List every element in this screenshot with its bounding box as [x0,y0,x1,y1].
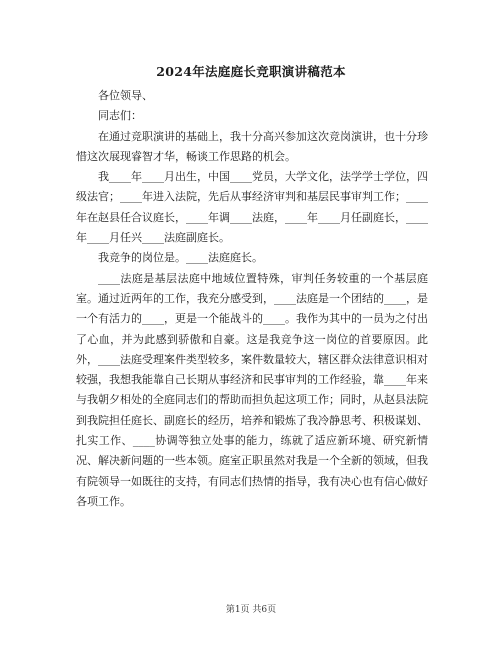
document-title: 2024年法庭庭长竞职演讲稿范本 [156,64,346,79]
page-number-footer: 第1页 共6页 [225,605,277,615]
paragraph-position: 我竞争的岗位是。____法庭庭长。 [98,251,263,265]
paragraph-background: 我____年____月出生，中国____党员，大学文化，法学学士学位，四级法官；____年进入法院，先后从事经济审判和基层民事审判工作；____年在赵县任合议庭长，____年调____法庭，____年____月任副庭长，____年____月任兴____法庭副庭长。 [76,170,428,245]
salutation-comrades: 同志们： [98,109,142,123]
paragraph-opening: 在通过竞职演讲的基础上，我十分高兴参加这次竞岗演讲，也十分珍惜这次展现睿智才华，畅谈工作思路的机会。 [76,129,428,163]
paragraph-reasons: ____法庭是基层法庭中地域位置特殊，审判任务较重的一个基层庭室。通过近两年的工作，我充分感受到，____法庭是一个团结的____，是一个有活力的____，更是一个能战斗的____。我作为其中的一员为之付出了心血，并为此感到骄傲和自豪。这是我竞争这一岗位的首要原因。此外，____法庭受理案件类型较多，案件数量较大，辖区群众法律意识相对较强，我想我能靠自己长期从事经济和民事审判的工作经验，靠____年来与我朝夕相处的全庭同志们的帮助而担负起这项工作；同时，从赵县法院到我院担任庭长、副庭长的经历，培养和锻炼了我冷静思考、积极谋划、扎实工作、____协调等独立处事的能力，练就了适应新环境、研究新情况、解决新问题的一些本领。庭室正职虽然对我是一个全新的领域，但我有院领导一如既往的支持，有同志们热情的指导，我有决心也有信心做好各项工作。 [76,271,428,508]
document-body [76,86,428,512]
salutation-leaders: 各位领导、 [98,89,153,102]
